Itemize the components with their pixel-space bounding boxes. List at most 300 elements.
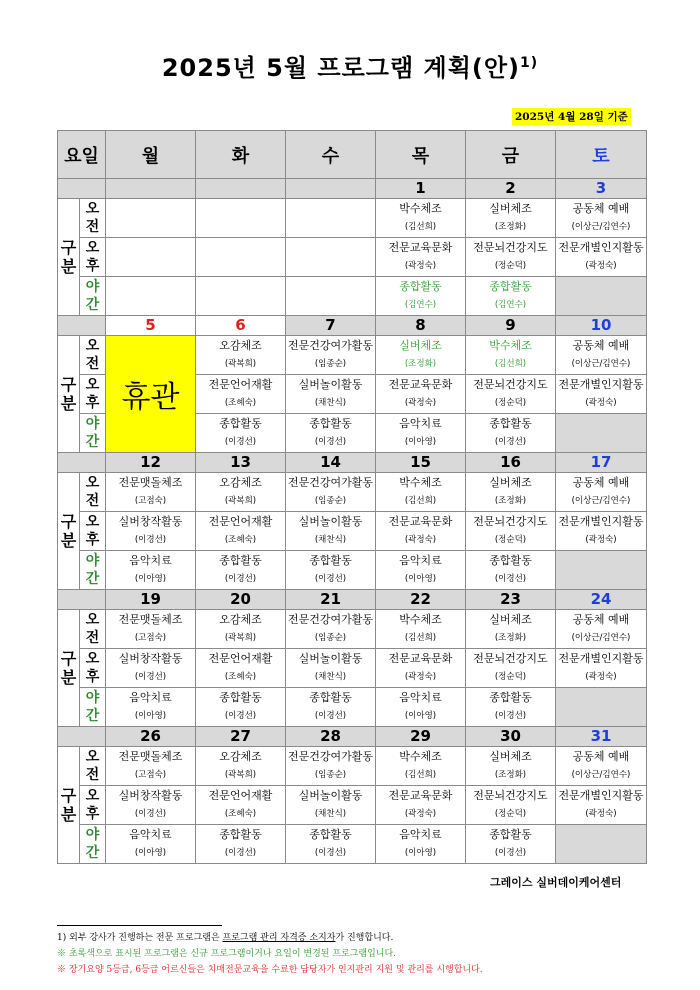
instructor-name: (곽복희) <box>224 633 257 643</box>
program-cell <box>466 473 556 512</box>
gubun-label: 구 분 <box>58 199 80 316</box>
instructor-name: (고점숙) <box>134 496 167 506</box>
page-title <box>0 48 700 83</box>
program-name: 종합활동 <box>489 280 532 293</box>
period-label-morning: 오 전 <box>80 336 106 375</box>
program-cell <box>556 649 647 688</box>
instructor-name: (이경선) <box>314 574 347 584</box>
date-row-spacer <box>58 316 106 336</box>
program-cell <box>376 238 466 277</box>
period-label-morning: 오 전 <box>80 199 106 238</box>
program-cell <box>376 473 466 512</box>
date-cell: 7 <box>286 316 376 336</box>
program-name: 종합활동 <box>489 554 532 567</box>
date-cell: 23 <box>466 590 556 610</box>
date-row-spacer <box>58 590 106 610</box>
instructor-name: (이경선) <box>494 574 527 584</box>
program-name: 전문맷돌체조 <box>118 476 183 489</box>
program-cell <box>466 649 556 688</box>
instructor-name: (곽정숙) <box>404 261 437 271</box>
footnote-1-prefix: 1) 외부 강사가 진행하는 전문 프로그램은 <box>57 933 223 943</box>
schedule-row-night <box>58 688 647 727</box>
instructor-name: (곽정숙) <box>404 809 437 819</box>
date-cell: 6 <box>196 316 286 336</box>
instructor-name: (이경선) <box>224 711 257 721</box>
instructor-name: (이경선) <box>314 711 347 721</box>
program-name: 공동체 예배 <box>572 339 630 352</box>
period-label-night: 야 간 <box>80 688 106 727</box>
date-cell <box>286 179 376 199</box>
date-cell: 21 <box>286 590 376 610</box>
program-cell <box>106 551 196 590</box>
program-cell <box>106 473 196 512</box>
program-name: 종합활동 <box>219 828 262 841</box>
program-cell <box>376 414 466 453</box>
program-name: 전문개별인지활동 <box>558 378 644 391</box>
period-label-night: 야 간 <box>80 551 106 590</box>
program-name: 오감체조 <box>219 476 262 489</box>
program-cell <box>376 610 466 649</box>
period-label-morning: 오 전 <box>80 473 106 512</box>
program-cell <box>466 512 556 551</box>
program-cell <box>556 336 647 375</box>
instructor-name: (이아영) <box>134 574 167 584</box>
instructor-name: (곽복희) <box>224 359 257 369</box>
program-name: 공동체 예배 <box>572 613 630 626</box>
program-name: 실버놀이활동 <box>298 378 363 391</box>
program-cell <box>106 649 196 688</box>
instructor-name: (곽정숙) <box>585 261 617 271</box>
instructor-name: (이아영) <box>404 437 437 447</box>
instructor-name: (김선희) <box>404 222 437 232</box>
program-name: 음악치료 <box>129 828 172 841</box>
instructor-name: (이경선) <box>224 848 257 858</box>
program-cell <box>286 825 376 864</box>
date-row <box>58 590 647 610</box>
program-cell <box>106 825 196 864</box>
date-cell: 14 <box>286 453 376 473</box>
instructor-name: (이경선) <box>494 437 527 447</box>
gubun-label: 구 분 <box>58 610 80 727</box>
date-cell: 29 <box>376 727 466 747</box>
program-name: 실버놀이활동 <box>298 515 363 528</box>
date-cell: 22 <box>376 590 466 610</box>
program-name: 종합활동 <box>489 828 532 841</box>
weekday-header-row <box>58 131 647 179</box>
program-name: 종합활동 <box>309 828 352 841</box>
program-cell <box>196 649 286 688</box>
program-cell <box>106 747 196 786</box>
instructor-name: (조혜숙) <box>224 398 257 408</box>
date-cell: 1 <box>376 179 466 199</box>
program-cell <box>286 649 376 688</box>
program-name: 음악치료 <box>399 417 442 430</box>
instructor-name: (김선희) <box>404 633 437 643</box>
program-name: 음악치료 <box>129 691 172 704</box>
instructor-name: (조정화) <box>494 633 527 643</box>
instructor-name: (곽정숙) <box>404 535 437 545</box>
program-cell <box>196 610 286 649</box>
schedule-row-afternoon <box>58 238 647 277</box>
program-cell <box>376 649 466 688</box>
instructor-name: (채찬식) <box>314 809 347 819</box>
instructor-name: (이경선) <box>134 809 167 819</box>
date-cell: 28 <box>286 727 376 747</box>
schedule-row-night <box>58 277 647 316</box>
date-row <box>58 727 647 747</box>
program-name: 전문언어재활 <box>208 515 273 528</box>
program-name: 오감체조 <box>219 613 262 626</box>
program-cell <box>466 551 556 590</box>
instructor-name: (이상근/김연수) <box>571 633 631 643</box>
program-cell <box>106 512 196 551</box>
program-cell <box>556 747 647 786</box>
program-name: 오감체조 <box>219 339 262 352</box>
program-cell <box>196 825 286 864</box>
program-name: 전문뇌건강지도 <box>473 378 548 391</box>
instructor-name: (이경선) <box>134 535 167 545</box>
schedule-row-afternoon <box>58 649 647 688</box>
program-cell <box>376 199 466 238</box>
schedule-row-night <box>58 551 647 590</box>
program-cell <box>286 512 376 551</box>
date-cell: 10 <box>556 316 647 336</box>
program-name: 오감체조 <box>219 750 262 763</box>
date-cell: 24 <box>556 590 647 610</box>
instructor-name: (채찬식) <box>314 398 347 408</box>
empty-cell <box>286 238 376 277</box>
date-cell: 20 <box>196 590 286 610</box>
title-footnote-mark: 1) <box>520 55 539 71</box>
empty-cell <box>196 199 286 238</box>
period-label-afternoon: 오 후 <box>80 649 106 688</box>
instructor-name: (고점숙) <box>134 770 167 780</box>
empty-cell <box>286 199 376 238</box>
weekday-fri: 금 <box>466 131 556 179</box>
instructor-name: (김선희) <box>404 496 437 506</box>
instructor-name: (임종순) <box>314 633 347 643</box>
program-cell <box>556 375 647 414</box>
program-name: 전문뇌건강지도 <box>473 652 548 665</box>
instructor-name: (조정화) <box>494 770 527 780</box>
program-name: 전문뇌건강지도 <box>473 789 548 802</box>
program-cell <box>196 747 286 786</box>
instructor-name: (정순덕) <box>494 809 527 819</box>
program-cell <box>196 375 286 414</box>
program-name: 종합활동 <box>219 691 262 704</box>
instructor-name: (이상근/김연수) <box>571 770 631 780</box>
date-cell: 30 <box>466 727 556 747</box>
program-name: 종합활동 <box>219 554 262 567</box>
instructor-name: (이경선) <box>134 672 167 682</box>
instructor-name: (이경선) <box>494 848 527 858</box>
weekday-wed: 수 <box>286 131 376 179</box>
empty-cell <box>106 277 196 316</box>
program-name: 전문개별인지활동 <box>558 652 644 665</box>
schedule-body <box>58 179 647 864</box>
instructor-name: (이경선) <box>314 848 347 858</box>
instructor-name: (곽정숙) <box>585 809 617 819</box>
date-cell: 15 <box>376 453 466 473</box>
instructor-name: (이아영) <box>404 848 437 858</box>
instructor-name: (임종순) <box>314 359 347 369</box>
program-name: 공동체 예배 <box>572 202 630 215</box>
program-cell <box>466 375 556 414</box>
program-name: 음악치료 <box>129 554 172 567</box>
title-text: 2025년 5월 프로그램 계획(안) <box>161 54 520 82</box>
program-cell <box>376 277 466 316</box>
program-cell <box>196 336 286 375</box>
program-name: 종합활동 <box>309 691 352 704</box>
program-name: 종합활동 <box>309 417 352 430</box>
as-of-date: 2025년 4월 28일 기준 <box>512 108 631 125</box>
program-name: 실버창작활동 <box>118 789 183 802</box>
program-cell <box>466 786 556 825</box>
program-name: 전문뇌건강지도 <box>473 515 548 528</box>
program-cell <box>286 551 376 590</box>
program-cell <box>196 786 286 825</box>
period-label-morning: 오 전 <box>80 610 106 649</box>
period-label-morning: 오 전 <box>80 747 106 786</box>
date-cell: 27 <box>196 727 286 747</box>
schedule-row-afternoon <box>58 512 647 551</box>
instructor-name: (이아영) <box>134 848 167 858</box>
program-cell <box>556 512 647 551</box>
instructor-name: (채찬식) <box>314 535 347 545</box>
program-name: 음악치료 <box>399 691 442 704</box>
program-name: 전문언어재활 <box>208 652 273 665</box>
instructor-name: (조정화) <box>494 222 527 232</box>
period-label-night: 야 간 <box>80 414 106 453</box>
period-label-afternoon: 오 후 <box>80 238 106 277</box>
instructor-name: (이아영) <box>404 711 437 721</box>
date-cell: 26 <box>106 727 196 747</box>
instructor-name: (임종순) <box>314 770 347 780</box>
program-name: 종합활동 <box>219 417 262 430</box>
schedule-row-morning <box>58 199 647 238</box>
schedule-row-morning <box>58 747 647 786</box>
program-name: 전문교육문화 <box>388 515 453 528</box>
instructor-name: (조혜숙) <box>224 672 257 682</box>
empty-cell <box>556 825 647 864</box>
date-row <box>58 316 647 336</box>
empty-cell <box>556 551 647 590</box>
program-name: 전문건강여가활동 <box>287 613 373 626</box>
schedule-row-afternoon <box>58 786 647 825</box>
program-name: 공동체 예배 <box>572 750 630 763</box>
program-cell <box>376 747 466 786</box>
program-name: 박수체조 <box>399 476 442 489</box>
instructor-name: (이상근/김연수) <box>571 222 631 232</box>
program-name: 전문건강여가활동 <box>287 476 373 489</box>
program-name: 종합활동 <box>489 691 532 704</box>
program-cell <box>286 786 376 825</box>
program-cell <box>106 688 196 727</box>
program-cell <box>556 610 647 649</box>
date-row-spacer <box>58 453 106 473</box>
program-cell <box>376 688 466 727</box>
program-cell <box>466 414 556 453</box>
schedule-table <box>57 130 647 864</box>
gubun-label: 구 분 <box>58 747 80 864</box>
weekday-thu: 목 <box>376 131 466 179</box>
empty-cell <box>196 238 286 277</box>
program-name: 전문개별인지활동 <box>558 241 644 254</box>
program-name: 박수체조 <box>399 750 442 763</box>
instructor-name: (이경선) <box>224 437 257 447</box>
instructor-name: (곽정숙) <box>404 398 437 408</box>
instructor-name: (김연수) <box>404 300 437 310</box>
program-name: 공동체 예배 <box>572 476 630 489</box>
empty-cell <box>106 199 196 238</box>
program-cell <box>466 277 556 316</box>
instructor-name: (채찬식) <box>314 672 347 682</box>
weekday-tue: 화 <box>196 131 286 179</box>
date-cell: 13 <box>196 453 286 473</box>
program-name: 음악치료 <box>399 828 442 841</box>
program-cell <box>196 414 286 453</box>
instructor-name: (김선희) <box>404 770 437 780</box>
date-cell: 19 <box>106 590 196 610</box>
program-cell <box>466 238 556 277</box>
date-cell: 9 <box>466 316 556 336</box>
program-name: 전문언어재활 <box>208 789 273 802</box>
program-name: 박수체조 <box>489 339 532 352</box>
program-name: 전문개별인지활동 <box>558 789 644 802</box>
program-name: 실버창작활동 <box>118 652 183 665</box>
date-cell: 8 <box>376 316 466 336</box>
gubun-label: 구 분 <box>58 473 80 590</box>
closed-day-cell: 휴관 <box>106 336 196 453</box>
program-cell <box>466 747 556 786</box>
instructor-name: (정순덕) <box>494 398 527 408</box>
date-cell: 3 <box>556 179 647 199</box>
footnote-1 <box>57 930 393 943</box>
program-cell <box>556 199 647 238</box>
program-name: 전문개별인지활동 <box>558 515 644 528</box>
empty-cell <box>196 277 286 316</box>
program-cell <box>286 688 376 727</box>
program-name: 전문교육문화 <box>388 378 453 391</box>
program-name: 전문교육문화 <box>388 241 453 254</box>
period-label-afternoon: 오 후 <box>80 512 106 551</box>
instructor-name: (곽정숙) <box>404 672 437 682</box>
program-name: 실버체조 <box>489 750 532 763</box>
instructor-name: (정순덕) <box>494 535 527 545</box>
program-cell <box>376 375 466 414</box>
instructor-name: (조정화) <box>494 496 527 506</box>
period-label-afternoon: 오 후 <box>80 786 106 825</box>
program-cell <box>106 786 196 825</box>
date-cell: 5 <box>106 316 196 336</box>
instructor-name: (이아영) <box>404 574 437 584</box>
program-cell <box>556 473 647 512</box>
weekday-sat: 토 <box>556 131 647 179</box>
program-cell <box>286 375 376 414</box>
program-name: 실버체조 <box>489 202 532 215</box>
date-row-spacer <box>58 179 106 199</box>
gubun-label: 구 분 <box>58 336 80 453</box>
schedule-row-morning <box>58 473 647 512</box>
instructor-name: (정순덕) <box>494 672 527 682</box>
program-name: 실버체조 <box>399 339 442 352</box>
date-cell: 2 <box>466 179 556 199</box>
instructor-name: (이경선) <box>224 574 257 584</box>
day-column-header: 요일 <box>58 131 106 179</box>
program-name: 실버체조 <box>489 613 532 626</box>
program-cell <box>286 610 376 649</box>
program-cell <box>556 238 647 277</box>
schedule-row-morning <box>58 336 647 375</box>
program-name: 전문맷돌체조 <box>118 750 183 763</box>
program-cell <box>466 336 556 375</box>
program-name: 박수체조 <box>399 202 442 215</box>
empty-cell <box>286 277 376 316</box>
program-name: 음악치료 <box>399 554 442 567</box>
program-cell <box>196 473 286 512</box>
schedule-row-morning <box>58 610 647 649</box>
program-name: 전문교육문화 <box>388 652 453 665</box>
program-cell <box>196 688 286 727</box>
instructor-name: (곽정숙) <box>585 398 617 408</box>
program-name: 전문맷돌체조 <box>118 613 183 626</box>
instructor-name: (조혜숙) <box>224 535 257 545</box>
program-cell <box>466 199 556 238</box>
program-cell <box>376 825 466 864</box>
instructor-name: (김연수) <box>494 300 527 310</box>
date-row <box>58 179 647 199</box>
program-cell <box>196 512 286 551</box>
date-cell <box>196 179 286 199</box>
program-cell <box>376 551 466 590</box>
program-name: 실버창작활동 <box>118 515 183 528</box>
program-cell <box>196 551 286 590</box>
program-name: 종합활동 <box>309 554 352 567</box>
empty-cell <box>556 688 647 727</box>
program-name: 실버놀이활동 <box>298 652 363 665</box>
program-name: 박수체조 <box>399 613 442 626</box>
program-cell <box>376 336 466 375</box>
program-cell <box>466 610 556 649</box>
program-cell <box>286 747 376 786</box>
program-cell <box>376 512 466 551</box>
instructor-name: (이경선) <box>494 711 527 721</box>
program-name: 전문뇌건강지도 <box>473 241 548 254</box>
footnote-1-underlined: 프로그램 관리 자격증 소지자 <box>222 933 336 943</box>
instructor-name: (조혜숙) <box>224 809 257 819</box>
program-name: 실버놀이활동 <box>298 789 363 802</box>
center-name: 그레이스 실버데이케어센터 <box>490 876 622 889</box>
empty-cell <box>556 414 647 453</box>
program-cell <box>106 610 196 649</box>
program-name: 전문건강여가활동 <box>287 339 373 352</box>
date-cell: 31 <box>556 727 647 747</box>
instructor-name: (조정화) <box>404 359 437 369</box>
date-row-spacer <box>58 727 106 747</box>
program-name: 전문건강여가활동 <box>287 750 373 763</box>
instructor-name: (이아영) <box>134 711 167 721</box>
program-cell <box>466 688 556 727</box>
program-name: 종합활동 <box>489 417 532 430</box>
schedule-row-night <box>58 825 647 864</box>
instructor-name: (곽정숙) <box>585 535 617 545</box>
footnote-2: ※ 초록색으로 표시된 프로그램은 신규 프로그램이거나 요일이 변경된 프로그램입니다. <box>57 949 397 959</box>
instructor-name: (정순덕) <box>494 261 527 271</box>
program-name: 전문언어재활 <box>208 378 273 391</box>
date-row <box>58 453 647 473</box>
date-cell: 16 <box>466 453 556 473</box>
program-name: 종합활동 <box>399 280 442 293</box>
